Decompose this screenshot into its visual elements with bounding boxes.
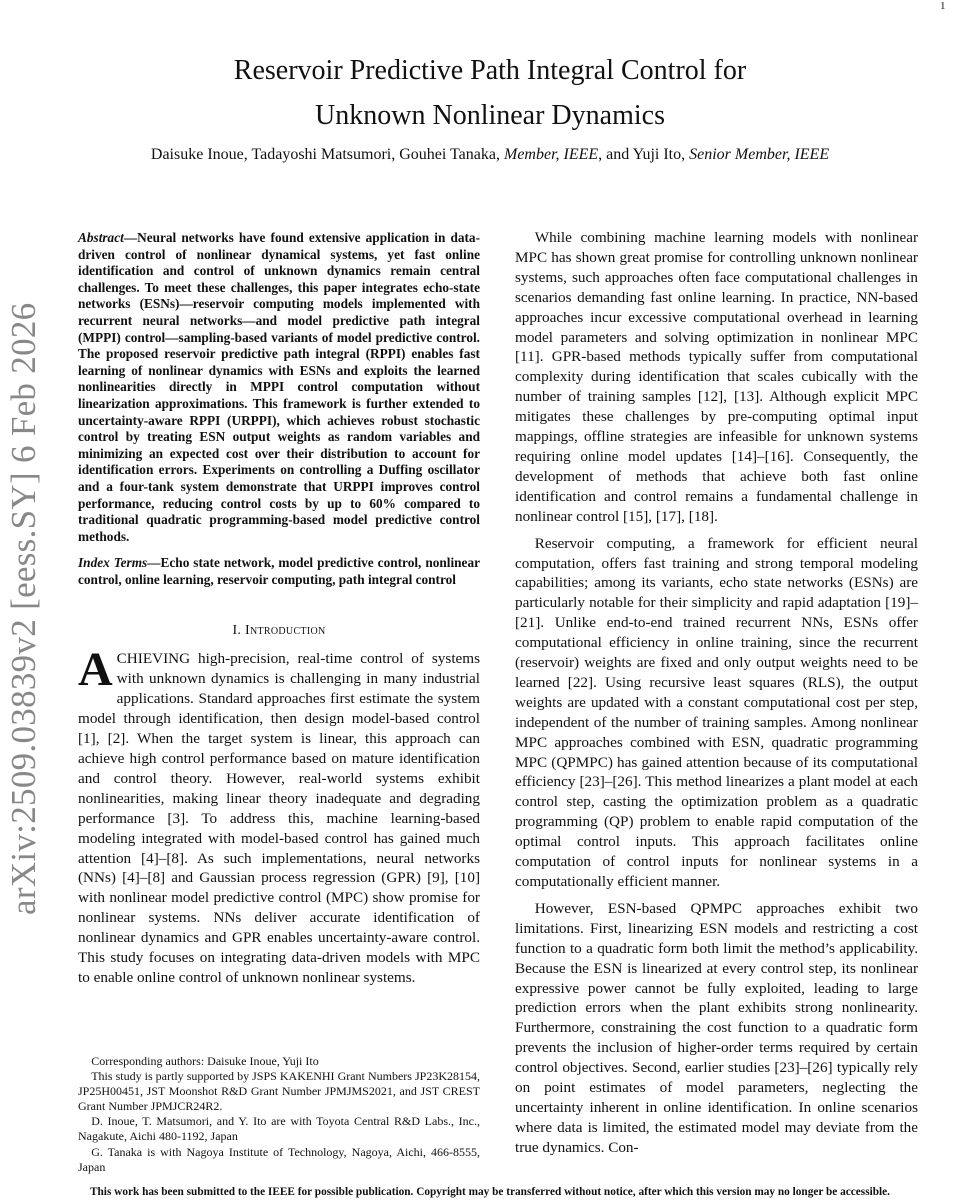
title-line-1: Reservoir Predictive Path Integral Control for	[233, 55, 747, 86]
index-terms-text: —Echo state network, model predictive control, nonlinear control, online learning, reservoir computing, path integral control	[78, 555, 480, 587]
footnote-funding: This study is partly supported by JSPS KAKENHI Grant Numbers JP23K28154, JP25H00451, JST Moonshot R&D Grant Number JPMJMS2021, and JST CREST Grant Number JPMJCR24R2.	[78, 1069, 480, 1114]
copyright-notice: This work has been submitted to the IEEE for possible publication. Copyright may be transferred without notice, after which this version may no longer be accessible.	[89, 1186, 890, 1198]
body-paragraph: While combining machine learning models with nonlinear MPC has shown great promise for controlling unknown nonlinear systems, such approaches often face computational challenges in scenarios demanding fast online learning. In practice, NN-based approaches incur excessive computational overhead in learning model parameters and solving optimization in nonlinear MPC [11]. GPR-based methods typically suffer from computational complexity during identification that scales cubically with the number of training samples [12], [13]. Although explicit MPC mitigates these challenges by pre-computing optimal input mappings, offline strategies are infeasible for unknown systems requiring online model updates [14]–[16]. Consequently, the development of methods that achieve both fast online identification and control remains a fundamental challenge in nonlinear control [15], [17], [18].	[515, 229, 918, 525]
body-paragraph: Reservoir computing, a framework for efficient neural computation, offers fast training and strong temporal modeling capabilities; among its variants, echo state networks (ESNs) are particularly notable for their simplicity and rapid adaptation [19]–[21]. Unlike end-to-end trained recurrent NNs, ESNs offer computational efficiency in online training, since the recurrent (reservoir) weights are fixed and only output weights need to be learned [22]. Using recursive least squares (RLS), the output weights are updated with a constant computational cost per step, independent of the number of training samples. Among nonlinear MPC approaches combined with ESN, quadratic programming MPC (QPMPC) has gained attention because of its computational efficiency [23]–[26]. This method linearizes a plant model at each control step, casting the optimization problem as a quadratic programming (QP) problem to enable rapid computation of the optimal control inputs. This approach facilitates online computation of control inputs for nonlinear systems in a computationally efficient manner.	[515, 534, 918, 890]
author-list	[0, 146, 980, 164]
body-paragraph: However, ESN-based QPMPC approaches exhibit two limitations. First, linearizing ESN models and restricting a cost function to a quadratic form both limit the method’s applicability. Because the ESN is linearized at every control step, its nonlinear expressive power cannot be fully exploited, leading to large prediction errors when the plant exhibits strong nonlinearity. Furthermore, constraining the cost function to a quadratic form prevents the inclusion of higher-order terms required by certain control objectives. Second, earlier studies [23]–[26] typically rely on point estimates of model parameters, neglecting the uncertainty inherent in online identification. In online scenarios where data is limited, the estimated model may deviate from the true dynamics. Con-	[515, 899, 918, 1156]
footnote-affiliation-toyota: D. Inoue, T. Matsumori, and Y. Ito are with Toyota Central R&D Labs., Inc., Nagakute, Aichi 480-1192, Japan	[78, 1114, 480, 1144]
right-column	[515, 228, 918, 1165]
abstract-label: Abstract	[78, 230, 124, 245]
author-role-2: Senior Member, IEEE	[689, 146, 830, 163]
footnotes	[78, 1054, 480, 1175]
abstract	[78, 230, 480, 545]
abstract-text: —Neural networks have found extensive application in data-driven control of nonlinear dynamical systems, yet fast online identification and control of unknown dynamics remain central challenges. To meet these challenges, this paper integrates echo-state networks (ESNs)—reservoir computing models implemented with recurrent neural networks—and model predictive path integral (MPPI) control—sampling-based variants of model predictive control. The proposed reservoir predictive path integral (RPPI) enables fast learning of nonlinear dynamics with ESNs and exploits the learned nonlinearities directly in MPPI control computation without linearization approximations. This framework is further extended to uncertainty-aware RPPI (URPPI), which achieves robust stochastic control by treating ESN output weights as random variables and minimizing an expected cost over their distribution to account for identification errors. Experiments on controlling a Duffing oscillator and a four-tank system demonstrate that URPPI improves control performance, reducing control costs by up to 60% compared to traditional quadratic programming-based model predictive control methods.	[78, 230, 480, 544]
author-role-1: Member, IEEE	[503, 146, 599, 163]
introduction-paragraph-1	[78, 643, 480, 987]
index-terms-label: Index Terms	[78, 555, 148, 571]
left-column	[78, 230, 480, 988]
paper-title	[0, 48, 980, 138]
footnote-corresponding-authors: Corresponding authors: Daisuke Inoue, Yuji Ito	[91, 1054, 319, 1068]
drop-cap: A	[78, 643, 113, 697]
introduction-paragraph-1-text: CHIEVING high-precision, real-time control of systems with unknown dynamics is challenging in many industrial applications. Standard approaches first estimate the system model through identification, then design model-based control [1], [2]. When the target system is linear, this approach can achieve high control performance based on mature identification and control theory. However, real-world systems exhibit nonlinearities, making linear theory inadequate and degrading performance [3]. To address this, machine learning-based modeling integrated with model-based control has gained much attention [4]–[8]. As such implementations, neural networks (NNs) [4]–[8] and Gaussian process regression (GPR) [9], [10] with nonlinear model predictive control (MPC) show promise for nonlinear systems. NNs deliver accurate identification of nonlinear dynamics and GPR enables uncertainty-aware control. This study focuses on integrating data-driven models with MPC to enable online control of unknown nonlinear systems.	[78, 650, 480, 986]
index-terms	[78, 555, 480, 588]
title-line-2: Unknown Nonlinear Dynamics	[315, 100, 665, 131]
arxiv-identifier-stamp: arXiv:2509.03839v2 [eess.SY] 6 Feb 2026	[4, 302, 43, 915]
section-heading-introduction: I. Introduction	[232, 623, 326, 639]
author-names-1: Daisuke Inoue, Tadayoshi Matsumori, Gouhei Tanaka,	[150, 146, 504, 163]
footnote-affiliation-nagoya: G. Tanaka is with Nagoya Institute of Technology, Nagoya, Aichi, 466-8555, Japan	[78, 1144, 480, 1174]
page-number: 1	[940, 0, 946, 12]
author-names-2: , and Yuji Ito,	[598, 146, 690, 163]
